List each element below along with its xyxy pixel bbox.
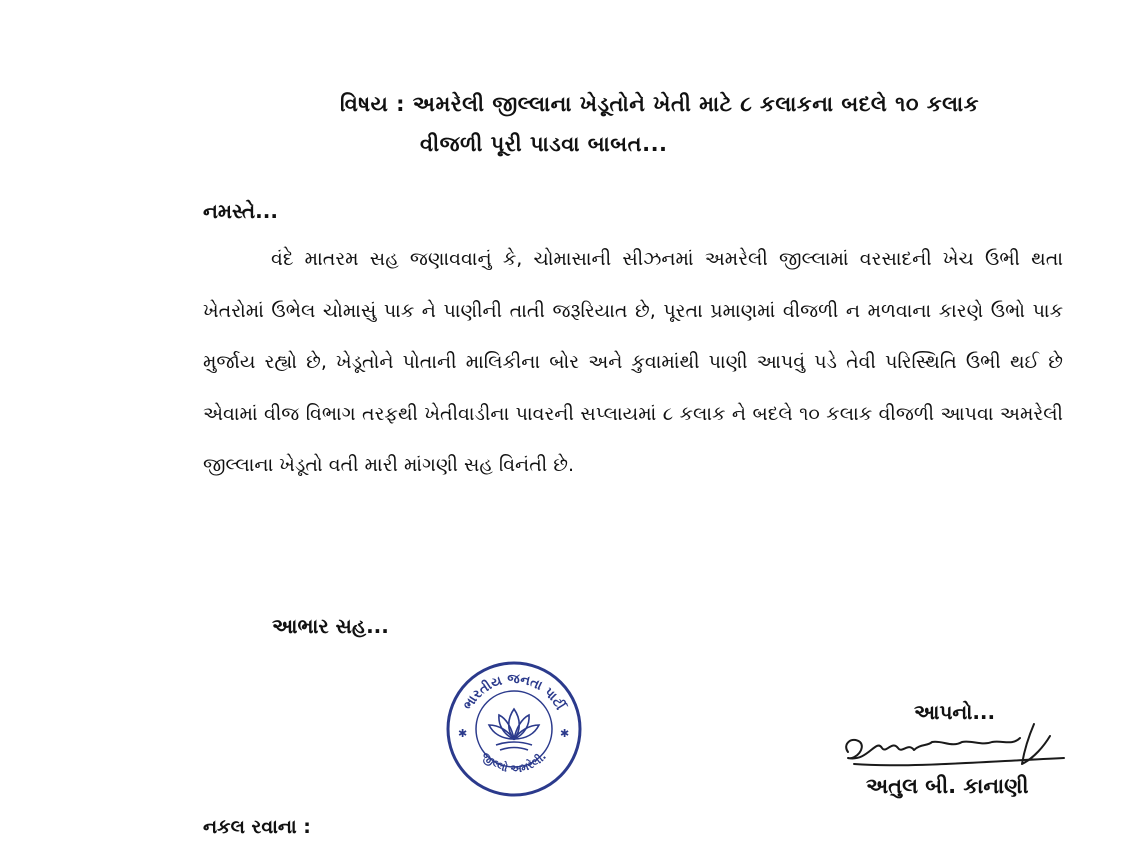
- seal-star-right: ✱: [560, 727, 570, 740]
- seal-top-text: ભારતીય જનતા પાર્ટી: [460, 671, 568, 713]
- letter-body: વંદે માતરમ સહ જણાવવાનું કે, ચોમાસાની સીઝનમાં અમરેલી જીલ્લામાં વરસાદની ખેચ ઉભી થતા ખેતરોમાં ઉભેલ ચોમાસું પાક ને પાણીની તાતી જરૂરિયાત છે, પૂરતા પ્રમાણમાં વીજળી ન મળવાના કારણે ઉભો પાક મુર્જાય રહ્યો છે, ખેડૂતોને પોતાની માલિકીના બોર અને કુવામાંથી પાણી આપવું પડે તેવી પરિસ્થિતિ ઉભી થઈ છે એવામાં વીજ વિભાગ તરફથી ખેતીવાડીના પાવરની સપ્લાયમાં ૮ કલાક ને બદલે ૧૦ કલાક વીજળી આપવા અમરેલી જીલ્લાના ખેડૂતો વતી મારી માંગણી સહ વિનંતી છે.: [203, 248, 1063, 476]
- lotus-icon: [489, 709, 539, 750]
- copy-to-label: નકલ રવાના :: [203, 816, 311, 838]
- party-seal-stamp: [444, 659, 584, 799]
- subject-line-2: વીજળી પૂરી પાડવા બાબત...: [420, 132, 668, 156]
- signer-name: અતુલ બી. કાનાણી: [866, 774, 1029, 798]
- greeting: નમસ્તે...: [203, 199, 278, 223]
- closing-thanks: આભાર સહ...: [272, 614, 389, 638]
- closing-yours: આપનો...: [914, 700, 996, 724]
- letter-subject: [340, 84, 1100, 164]
- seal-star-left: ✱: [458, 727, 468, 740]
- subject-line-1: વિષય : અમરેલી જીલ્લાના ખેડૂતોને ખેતી માટે ૮ કલાકના બદલે ૧૦ કલાક: [340, 92, 980, 116]
- handwritten-signature: [838, 718, 1068, 778]
- seal-bottom-text: જીલ્લો અમરેલી.: [479, 749, 549, 776]
